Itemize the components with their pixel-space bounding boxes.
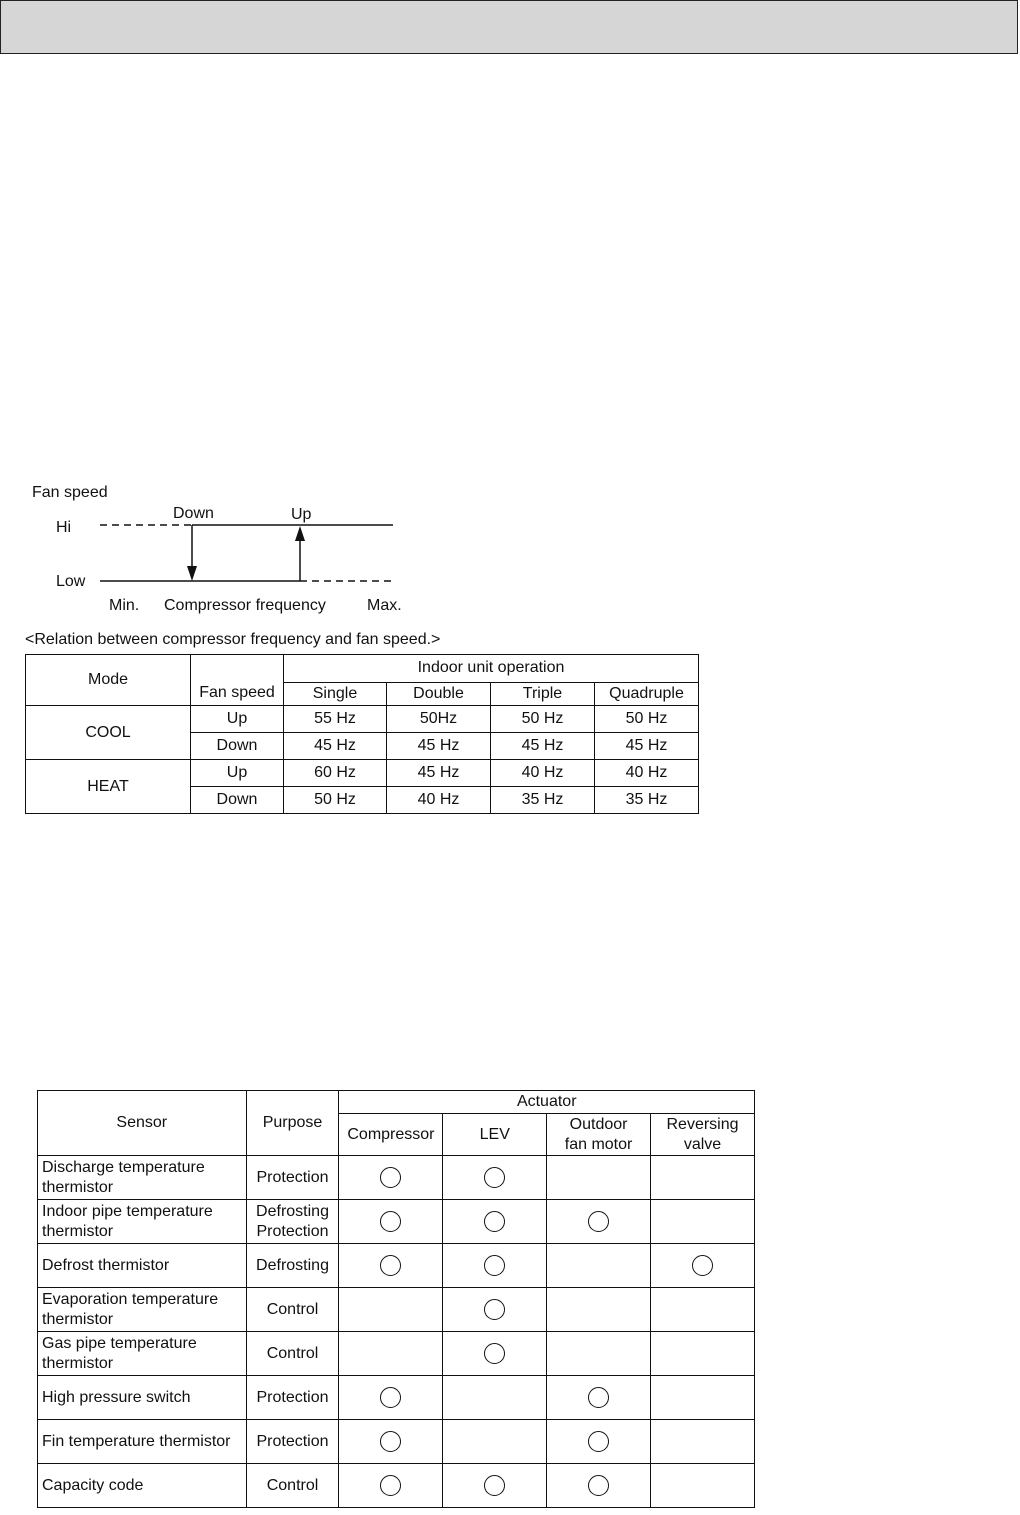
actuator-header: Actuator bbox=[339, 1091, 755, 1114]
mode-header: Mode bbox=[26, 655, 191, 706]
graph-hi-label: Hi bbox=[56, 519, 72, 536]
actuator-cell bbox=[339, 1332, 443, 1376]
actuator-cell bbox=[651, 1156, 755, 1200]
indoor-unit-operation-header: Indoor unit operation bbox=[284, 655, 699, 683]
circle-mark-icon bbox=[484, 1255, 505, 1276]
freq-cell: 45 Hz bbox=[387, 733, 491, 760]
actuator-cell bbox=[651, 1376, 755, 1420]
column-header: Single bbox=[284, 682, 387, 705]
sensor-actuator-table bbox=[37, 1090, 755, 1508]
sensor-row bbox=[38, 1288, 755, 1332]
circle-mark-icon bbox=[484, 1211, 505, 1232]
actuator-cell bbox=[651, 1332, 755, 1376]
freq-cell: 45 Hz bbox=[284, 733, 387, 760]
sensor-row bbox=[38, 1376, 755, 1420]
down-arrow-icon bbox=[187, 566, 197, 581]
graph-low-label: Low bbox=[56, 573, 86, 590]
sensor-cell: Gas pipe temperature thermistor bbox=[38, 1332, 247, 1376]
actuator-cell bbox=[443, 1244, 547, 1288]
circle-mark-icon bbox=[380, 1431, 401, 1452]
circle-mark-icon bbox=[380, 1211, 401, 1232]
freq-cell: 50Hz bbox=[387, 706, 491, 733]
fan-speed-cell: Down bbox=[191, 787, 284, 814]
freq-cell: 45 Hz bbox=[387, 760, 491, 787]
actuator-cell bbox=[651, 1288, 755, 1332]
actuator-column-header: Outdoor fan motor bbox=[547, 1114, 651, 1156]
freq-cell: 40 Hz bbox=[387, 787, 491, 814]
freq-cell: 40 Hz bbox=[491, 760, 595, 787]
mode-cell: COOL bbox=[26, 706, 191, 760]
circle-mark-icon bbox=[380, 1475, 401, 1496]
circle-mark-icon bbox=[588, 1475, 609, 1496]
actuator-cell bbox=[339, 1376, 443, 1420]
actuator-cell bbox=[651, 1244, 755, 1288]
sensor-cell: Evaporation temperature thermistor bbox=[38, 1288, 247, 1332]
sensor-row bbox=[38, 1420, 755, 1464]
sensor-row bbox=[38, 1156, 755, 1200]
actuator-column-header: Reversing valve bbox=[651, 1114, 755, 1156]
purpose-cell: Defrosting Protection bbox=[246, 1200, 339, 1244]
circle-mark-icon bbox=[380, 1255, 401, 1276]
actuator-cell bbox=[547, 1464, 651, 1508]
circle-mark-icon bbox=[484, 1343, 505, 1364]
fan-speed-cell: Down bbox=[191, 733, 284, 760]
freq-cell: 55 Hz bbox=[284, 706, 387, 733]
graph-y-label: Fan speed bbox=[32, 484, 108, 501]
purpose-cell: Defrosting bbox=[246, 1244, 339, 1288]
purpose-cell: Control bbox=[246, 1332, 339, 1376]
actuator-cell bbox=[443, 1464, 547, 1508]
sensor-row bbox=[38, 1464, 755, 1508]
sensor-row bbox=[38, 1200, 755, 1244]
actuator-cell bbox=[443, 1420, 547, 1464]
actuator-cell bbox=[651, 1420, 755, 1464]
sensor-header: Sensor bbox=[38, 1091, 247, 1156]
circle-mark-icon bbox=[484, 1299, 505, 1320]
actuator-cell bbox=[651, 1200, 755, 1244]
freq-cell: 40 Hz bbox=[595, 760, 699, 787]
up-arrow-icon bbox=[295, 526, 305, 541]
freq-table-caption: <Relation between compressor frequency and fan speed.> bbox=[25, 631, 441, 648]
circle-mark-icon bbox=[380, 1167, 401, 1188]
actuator-column-header: LEV bbox=[443, 1114, 547, 1156]
sensor-cell: Capacity code bbox=[38, 1464, 247, 1508]
sensor-cell: High pressure switch bbox=[38, 1376, 247, 1420]
freq-cell: 50 Hz bbox=[595, 706, 699, 733]
actuator-cell bbox=[339, 1464, 443, 1508]
sensor-row bbox=[38, 1244, 755, 1288]
sensor-cell: Discharge temperature thermistor bbox=[38, 1156, 247, 1200]
actuator-cell bbox=[547, 1200, 651, 1244]
freq-cell: 60 Hz bbox=[284, 760, 387, 787]
freq-cell: 50 Hz bbox=[284, 787, 387, 814]
actuator-cell bbox=[339, 1200, 443, 1244]
freq-cell: 35 Hz bbox=[491, 787, 595, 814]
purpose-cell: Control bbox=[246, 1288, 339, 1332]
actuator-cell bbox=[443, 1376, 547, 1420]
circle-mark-icon bbox=[588, 1387, 609, 1408]
frequency-table bbox=[25, 654, 699, 814]
purpose-cell: Protection bbox=[246, 1376, 339, 1420]
freq-cell: 50 Hz bbox=[491, 706, 595, 733]
purpose-header: Purpose bbox=[246, 1091, 339, 1156]
actuator-cell bbox=[443, 1156, 547, 1200]
graph-down-label: Down bbox=[173, 505, 214, 522]
graph-up-label: Up bbox=[291, 506, 312, 523]
purpose-cell: Protection bbox=[246, 1156, 339, 1200]
purpose-cell: Control bbox=[246, 1464, 339, 1508]
column-header: Triple bbox=[491, 682, 595, 705]
circle-mark-icon bbox=[484, 1167, 505, 1188]
actuator-cell bbox=[547, 1156, 651, 1200]
actuator-column-header: Compressor bbox=[339, 1114, 443, 1156]
actuator-cell bbox=[547, 1244, 651, 1288]
sensor-cell: Fin temperature thermistor bbox=[38, 1420, 247, 1464]
circle-mark-icon bbox=[588, 1431, 609, 1452]
actuator-cell bbox=[443, 1200, 547, 1244]
fan-speed-cell: Up bbox=[191, 760, 284, 787]
mode-cell: HEAT bbox=[26, 760, 191, 814]
freq-cell: 35 Hz bbox=[595, 787, 699, 814]
actuator-cell bbox=[547, 1420, 651, 1464]
column-header: Quadruple bbox=[595, 682, 699, 705]
actuator-cell bbox=[547, 1376, 651, 1420]
actuator-cell bbox=[547, 1288, 651, 1332]
graph-min-label: Min. bbox=[109, 597, 140, 614]
actuator-cell bbox=[339, 1288, 443, 1332]
actuator-cell bbox=[339, 1420, 443, 1464]
fan-speed-graph bbox=[0, 470, 420, 600]
circle-mark-icon bbox=[484, 1475, 505, 1496]
sensor-cell: Defrost thermistor bbox=[38, 1244, 247, 1288]
fan-speed-cell: Up bbox=[191, 706, 284, 733]
actuator-cell bbox=[443, 1288, 547, 1332]
actuator-cell bbox=[651, 1464, 755, 1508]
fan-speed-header: Fan speed bbox=[191, 655, 284, 706]
purpose-cell: Protection bbox=[246, 1420, 339, 1464]
actuator-cell bbox=[339, 1244, 443, 1288]
sensor-row bbox=[38, 1332, 755, 1376]
circle-mark-icon bbox=[692, 1255, 713, 1276]
circle-mark-icon bbox=[588, 1211, 609, 1232]
sensor-cell: Indoor pipe temperature thermistor bbox=[38, 1200, 247, 1244]
actuator-cell bbox=[339, 1156, 443, 1200]
actuator-cell bbox=[443, 1332, 547, 1376]
graph-max-label: Max. bbox=[367, 597, 402, 614]
circle-mark-icon bbox=[380, 1387, 401, 1408]
freq-cell: 45 Hz bbox=[595, 733, 699, 760]
actuator-cell bbox=[547, 1332, 651, 1376]
graph-x-label: Compressor frequency bbox=[164, 597, 326, 614]
header-bar bbox=[0, 0, 1018, 54]
column-header: Double bbox=[387, 682, 491, 705]
freq-cell: 45 Hz bbox=[491, 733, 595, 760]
